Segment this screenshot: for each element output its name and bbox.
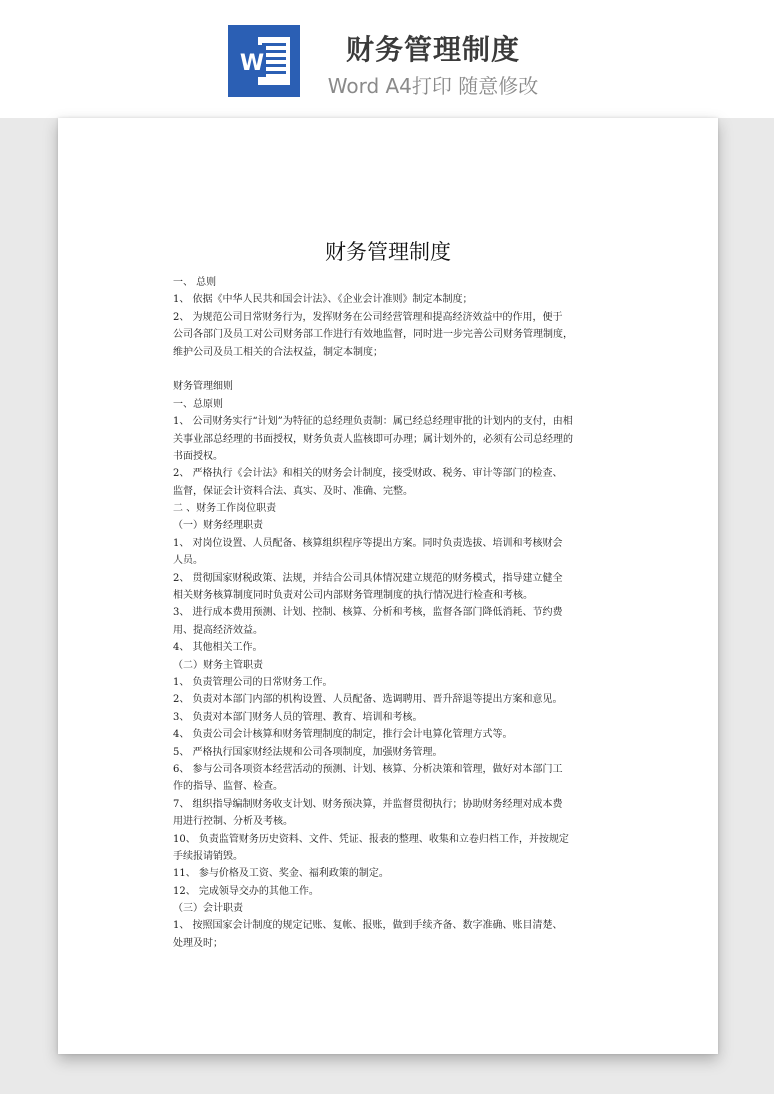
document-page — [58, 118, 718, 1054]
document-line: 相关财务核算制度同时负责对公司内部财务管理制度的执行情况进行检查和考核。 — [173, 590, 533, 602]
document-line: 1、 对岗位设置、人员配备、核算组织程序等提出方案。同时负责选拔、培训和考核财会 — [173, 537, 563, 549]
document-line: 5、 严格执行国家财经法规和公司各项制度，加强财务管理。 — [173, 746, 443, 758]
document-line: 用、提高经济效益。 — [173, 624, 263, 636]
document-line: 维护公司及员工相关的合法权益，制定本制度； — [173, 346, 383, 358]
document-line: 10、 负责监管财务历史资料、文件、凭证、报表的整理、收集和立卷归档工作，并按规定 — [173, 833, 569, 845]
document-line: 手续报请销毁。 — [173, 850, 243, 862]
document-line: 12、 完成领导交办的其他工作。 — [173, 885, 319, 897]
banner-subtitle: Word A4打印 随意修改 — [327, 74, 539, 98]
document-line: 监督，保证会计资料合法、真实、及时、准确、完整。 — [173, 485, 413, 497]
document-line: 一、 总则 — [173, 277, 217, 288]
document-line: 处理及时； — [173, 937, 223, 949]
document-line: 书面授权。 — [173, 450, 223, 462]
document-line: （二）财务主管职责 — [173, 659, 263, 671]
document-line: 作的指导、监督、检查。 — [173, 781, 283, 793]
document-line: 人员。 — [173, 555, 203, 567]
document-line: 1、 负责管理公司的日常财务工作。 — [173, 676, 333, 688]
document-line: 财务管理细则 — [173, 381, 233, 393]
document-line: 4、 其他相关工作。 — [173, 642, 263, 654]
document-line: 关事业部总经理的书面授权，财务负责人监核即可办理；属计划外的，必须有公司总经理的 — [173, 433, 573, 445]
document-line: 用进行控制、分析及考核。 — [173, 816, 293, 828]
document-line: 1、 按照国家会计制度的规定记账、复帐、报账，做到手续齐备、数字准确、账目清楚、 — [173, 920, 563, 932]
document-line: （三）会计职责 — [173, 903, 243, 915]
document-line: 2、 为规范公司日常财务行为，发挥财务在公司经营管理和提高经济效益中的作用，便于 — [173, 311, 563, 323]
document-line: 2、 贯彻国家财税政策、法规，并结合公司具体情况建立规范的财务模式，指导建立健全 — [173, 572, 563, 584]
document-line: （一）财务经理职责 — [173, 520, 263, 532]
document-line: 3、 负责对本部门财务人员的管理、教育、培训和考核。 — [173, 711, 423, 723]
document-line: 7、 组织指导编制财务收支计划、财务预决算，并监督贯彻执行；协助财务经理对成本费 — [173, 798, 563, 810]
word-document-icon — [228, 25, 300, 97]
document-body — [173, 274, 603, 952]
document-line: 二 、财务工作岗位职责 — [173, 503, 277, 515]
document-line: 公司各部门及员工对公司财务部工作进行有效地监督，同时进一步完善公司财务管理制度， — [173, 329, 573, 341]
document-line: 2、 负责对本部门内部的机构设置、人员配备、选调聘用、晋升辞退等提出方案和意见。 — [173, 694, 563, 706]
svg-text:W: W — [239, 51, 265, 76]
document-line: 一、总原则 — [173, 398, 223, 410]
document-line: 6、 参与公司各项资本经营活动的预测、计划、核算、分析决策和管理，做好对本部门工 — [173, 763, 563, 775]
document-line — [173, 361, 603, 378]
document-line: 1、 公司财务实行“计划”为特征的总经理负责制：属已经总经理审批的计划内的支付，由相 — [173, 416, 573, 428]
document-line: 4、 负责公司会计核算和财务管理制度的制定，推行会计电算化管理方式等。 — [173, 729, 513, 741]
document-line: 3、 进行成本费用预测、计划、控制、核算、分析和考核，监督各部门降低消耗、节约费 — [173, 607, 563, 619]
document-line: 11、 参与价格及工资、奖金、福利政策的制定。 — [173, 868, 389, 880]
document-title: 财务管理制度 — [325, 240, 451, 264]
document-line: 1、 依据《中华人民共和国会计法》、《企业会计准则》制定本制度； — [173, 294, 473, 306]
header-banner — [0, 0, 774, 118]
document-line: 2、 严格执行《会计法》和相关的财务会计制度，接受财政、税务、审计等部门的检查、 — [173, 468, 563, 480]
banner-title: 财务管理制度 — [345, 33, 520, 66]
